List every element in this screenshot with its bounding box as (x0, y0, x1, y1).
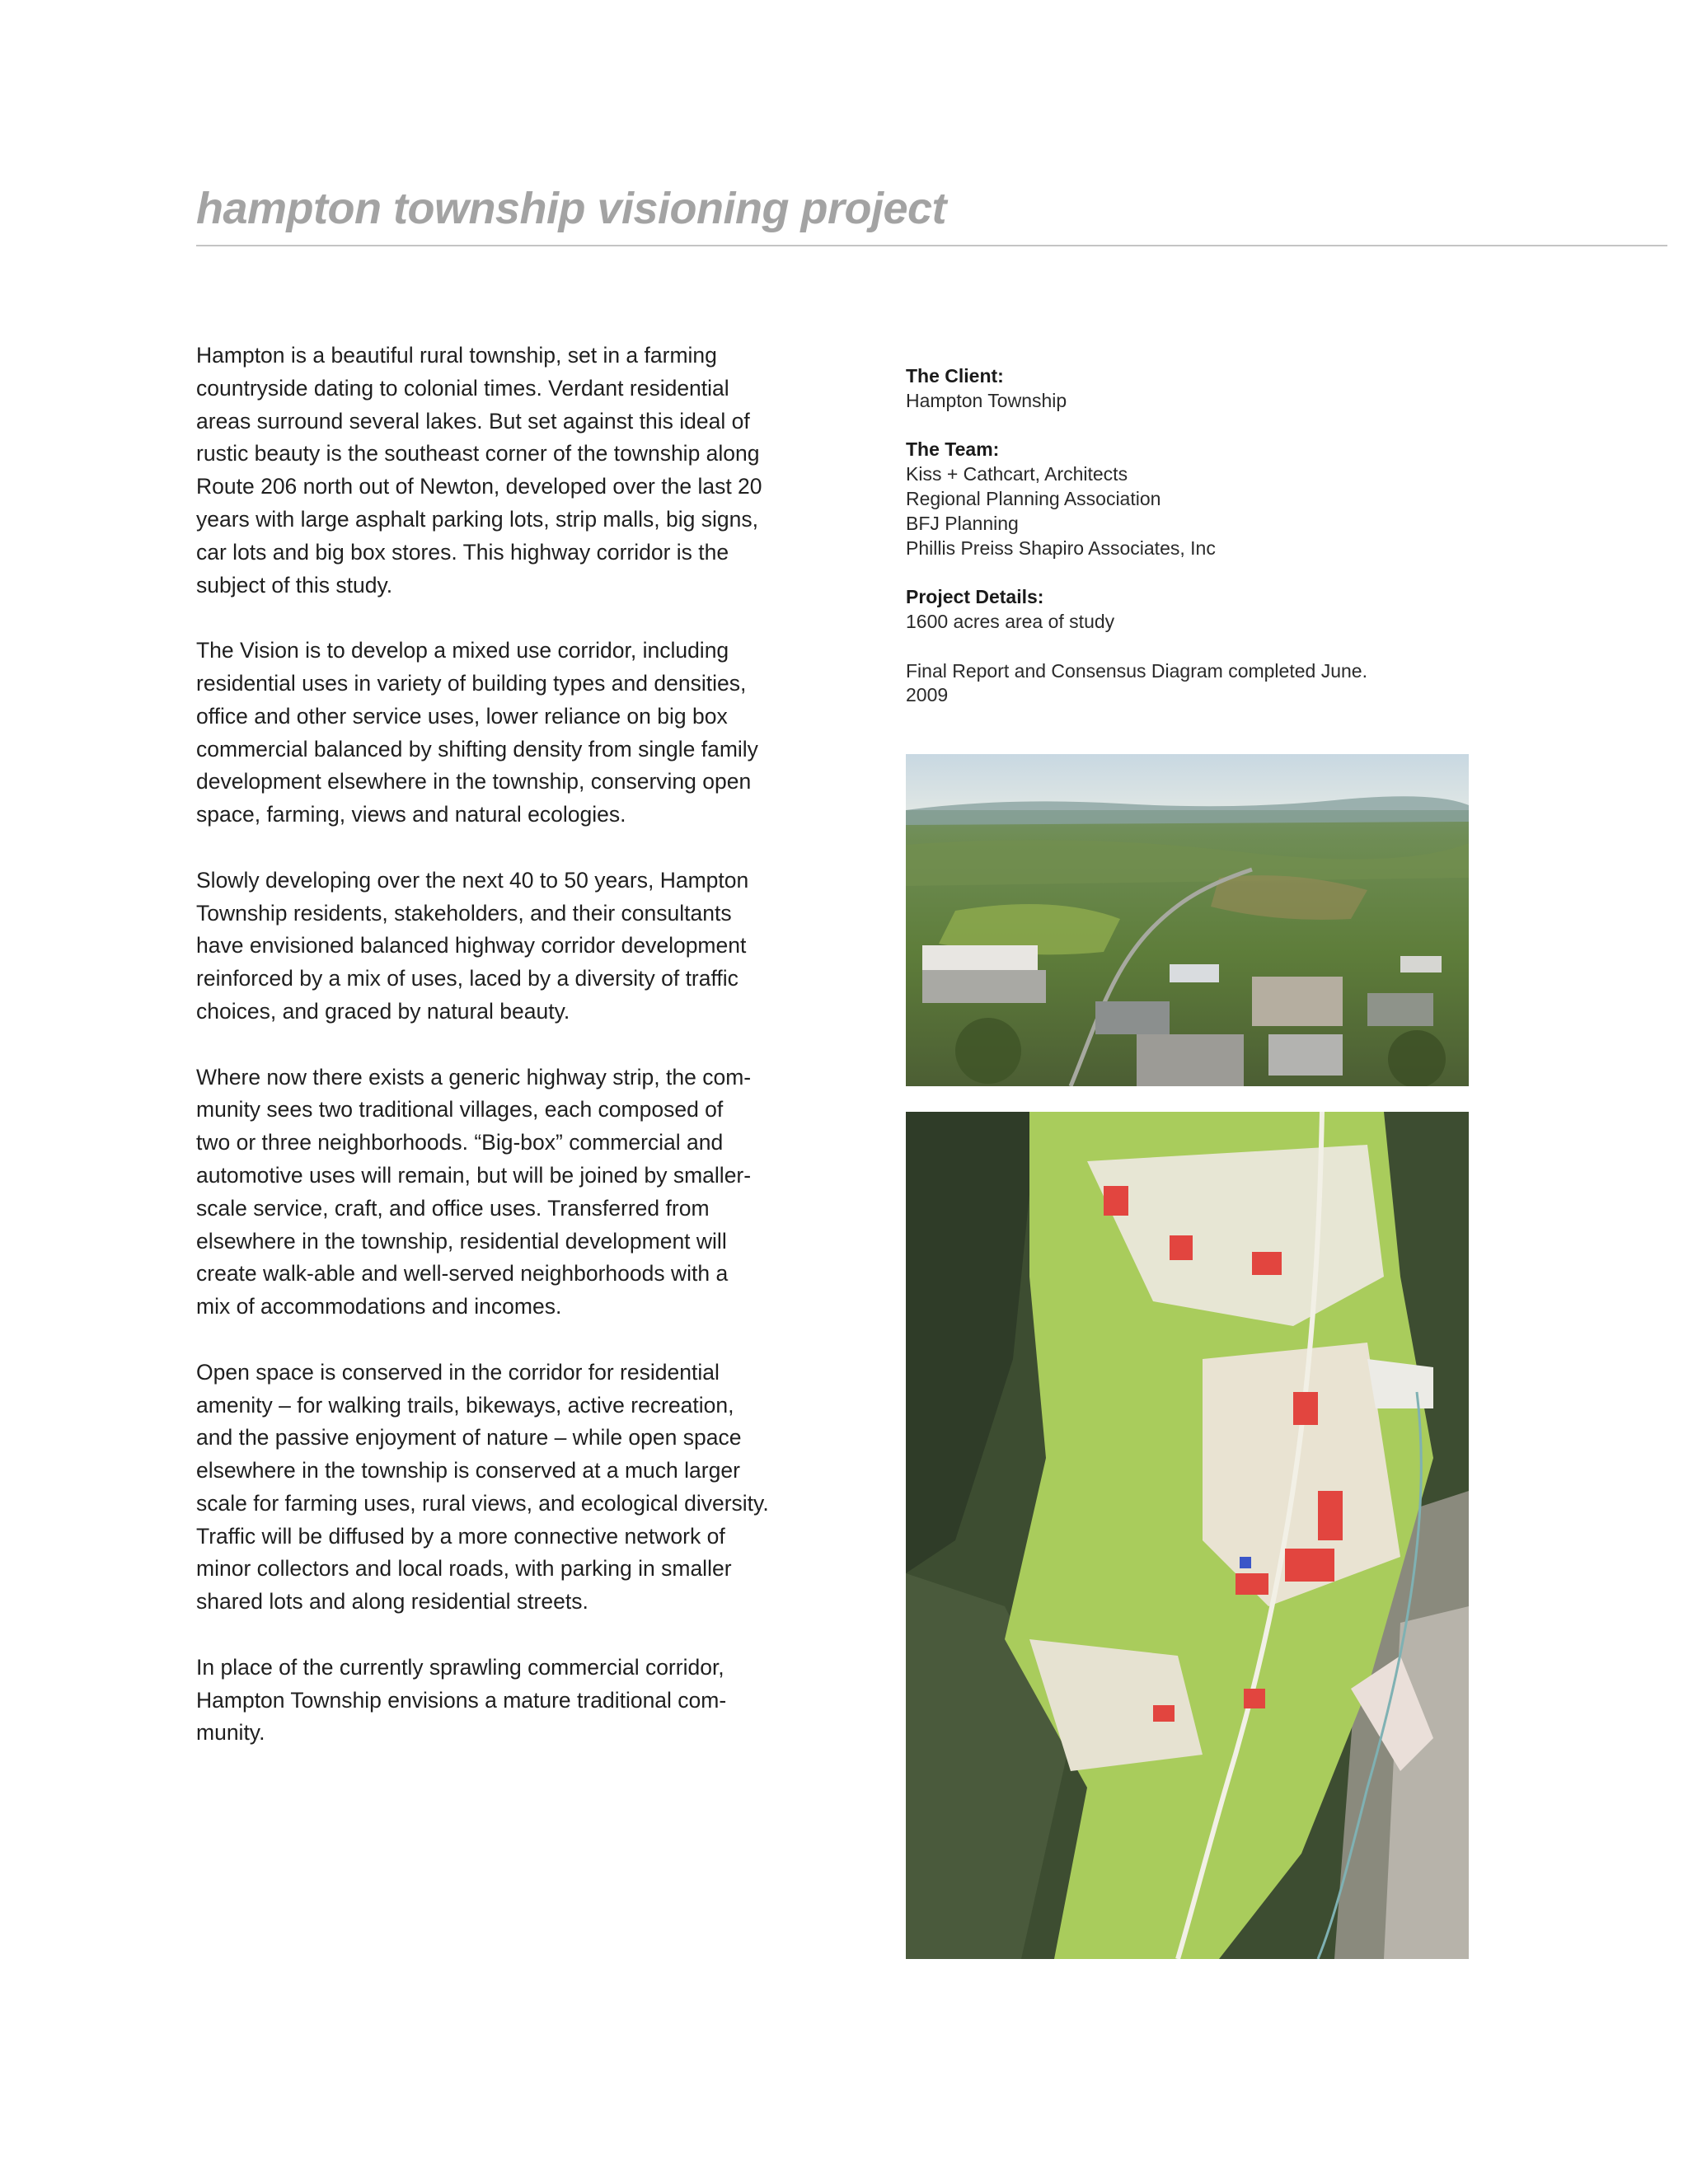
final-report-line: Final Report and Consensus Diagram completed June. (906, 659, 1367, 682)
team-heading: The Team: (906, 438, 1000, 461)
final-report-block (906, 659, 1532, 709)
details-line: 1600 acres area of study (906, 610, 1115, 632)
team-member: Regional Planning Association (906, 487, 1161, 509)
client-heading: The Client: (906, 365, 1004, 387)
body-paragraph: The Vision is to develop a mixed use corridor, including residential uses in variety of building types and densities, office and other service uses, lower reliance on big box commercial balanced by shifting density from single family development elsewhere in the township, conserving open space, farming, views and natural ecologies. (196, 638, 758, 827)
details-heading: Project Details: (906, 586, 1044, 608)
body-paragraph: Slowly developing over the next 40 to 50 years, Hampton Township residents, stakeholders, and their consultants have envisioned balanced highway corridor development reinforced by a mix of uses, laced by a diversity of traffic choices, and graced by natural beauty. (196, 867, 749, 1024)
body-paragraph: In place of the currently sprawling commercial corridor, Hampton Township envisions a mature traditional com- munity. (196, 1654, 727, 1746)
title-divider (196, 245, 1667, 246)
final-report-year: 2009 (906, 684, 949, 706)
client-block (906, 364, 1532, 414)
consensus-plan-diagram (906, 1112, 1469, 1959)
client-name: Hampton Township (906, 389, 1067, 411)
body-paragraph: Where now there exists a generic highway strip, the com- munity sees two traditional villages, each composed of two or three neighborhoods. “Big-box” commercial and automotive uses will remain, but will be joined by smaller- scale service, craft, and office uses. Transferred from elsewhere in the township, residential development will create walk-able and well-served neighborhoods with a mix of accommodations and incomes. (196, 1064, 752, 1319)
team-block (906, 438, 1532, 560)
aerial-photo (906, 754, 1469, 1086)
body-paragraph: Hampton is a beautiful rural township, set in a farming countryside dating to colonial times. Verdant residential areas surround several lakes. But set against this ideal of rustic beauty is the southeast corner of the township along Route 206 north out of Newton, developed over the last 20 years with large asphalt parking lots, strip malls, big signs, car lots and big box stores. This highway corridor is the subject of this study. (196, 343, 762, 598)
body-text-column (196, 340, 773, 1783)
team-member: Phillis Preiss Shapiro Associates, Inc (906, 537, 1216, 559)
project-info-column (906, 364, 1532, 733)
page-title: hampton township visioning project (196, 184, 946, 233)
team-member: Kiss + Cathcart, Architects (906, 463, 1128, 485)
body-paragraph: Open space is conserved in the corridor for residential amenity – for walking trails, bikeways, active recreation, and the passive enjoyment of nature – while open space elsewhere in the township is conserved at a much larger scale for farming uses, rural views, and ecological diversity. Traffic will be diffused by a more connective network of minor collectors and local roads, with parking in smaller shared lots and along residential streets. (196, 1359, 769, 1615)
details-block (906, 585, 1532, 635)
team-member: BFJ Planning (906, 512, 1019, 534)
